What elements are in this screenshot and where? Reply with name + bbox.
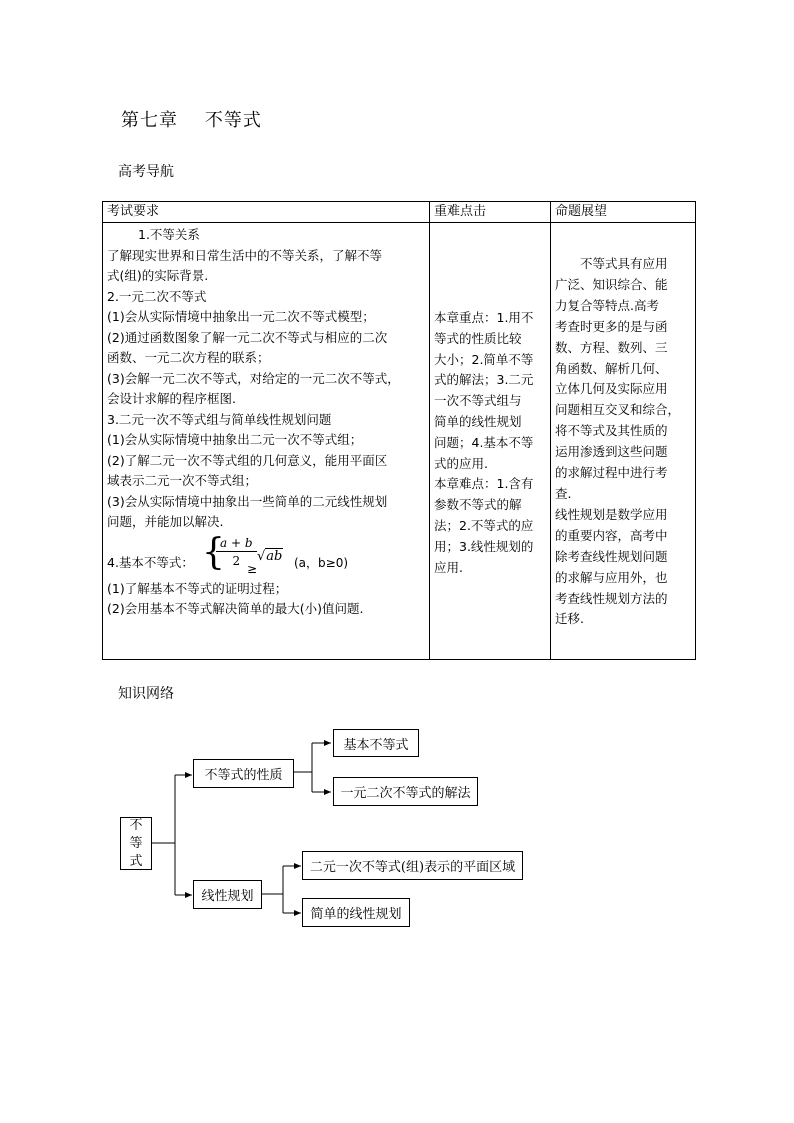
key-point-line: 本章难点：1.含有 bbox=[434, 476, 534, 492]
header-requirements: 考试要求 bbox=[103, 202, 430, 223]
outlook-line: 不等式具有应用 bbox=[580, 256, 668, 271]
requirement-line: (1)了解基本不等式的证明过程； bbox=[107, 580, 288, 596]
node-simple-linear-programming: 简单的线性规划 bbox=[302, 898, 410, 927]
requirement-line: 函数、一元二次方程的联系； bbox=[107, 350, 270, 365]
key-point-line: 参数不等式的解 bbox=[434, 497, 522, 513]
key-point-line: 式的解法；3.二元 bbox=[434, 372, 534, 388]
requirement-line: (1)会从实际情境中抽象出一元二次不等式模型； bbox=[107, 309, 375, 324]
node-inequality-properties: 不等式的性质 bbox=[193, 759, 294, 788]
node-quadratic-solution: 一元二次不等式的解法 bbox=[333, 777, 478, 806]
radicand: ab bbox=[266, 548, 283, 564]
outlook-line: 考查线性规划方法的 bbox=[555, 590, 668, 606]
outlook-line: 的求解过程中进行考 bbox=[555, 465, 668, 481]
geq-symbol: ≥ bbox=[247, 561, 258, 576]
fraction-denominator: 2 bbox=[232, 553, 241, 568]
key-point-line: 一次不等式组与 bbox=[434, 393, 522, 409]
outlook-line: 角函数、解析几何、 bbox=[555, 360, 668, 376]
node-basic-inequality: 基本不等式 bbox=[333, 729, 419, 757]
outlook-line: 的重要内容，高考中 bbox=[555, 527, 668, 543]
brace-symbol: { bbox=[202, 531, 225, 573]
key-point-line: 用；3.线性规划的 bbox=[434, 538, 534, 554]
key-point-line: 大小；2.简单不等 bbox=[434, 351, 534, 367]
outlook-line: 将不等式及其性质的 bbox=[555, 423, 668, 439]
formula-condition: (a，b≥0) bbox=[294, 555, 349, 570]
requirement-line: (1)会从实际情境中抽象出二元一次不等式组； bbox=[107, 432, 363, 447]
requirement-line: (2)通过函数图象了解一元二次不等式与相应的二次 bbox=[107, 329, 388, 345]
root-char: 式 bbox=[129, 853, 143, 869]
key-point-line: 式的应用. bbox=[434, 455, 488, 471]
fraction-numerator: a + b bbox=[216, 535, 257, 552]
requirement-line: 3.二元一次不等式组与简单线性规划问题 bbox=[107, 411, 332, 427]
requirement-line: 2.一元二次不等式 bbox=[107, 288, 207, 304]
section-heading-exam-guide: 高考导航 bbox=[118, 164, 174, 180]
outlook-line: 查. bbox=[555, 485, 572, 501]
outlook-line: 力复合等特点.高考 bbox=[555, 297, 659, 313]
outlook-line: 除考查线性规划问题 bbox=[555, 548, 668, 564]
outlook-line: 线性规划是数学应用 bbox=[555, 506, 668, 522]
requirement-line: 会设计求解的程序框图. bbox=[107, 391, 236, 406]
outlook-line: 广泛、知识综合、能 bbox=[555, 276, 668, 292]
key-point-line: 等式的性质比较 bbox=[434, 330, 522, 346]
section-heading-knowledge-network: 知识网络 bbox=[118, 686, 174, 702]
node-feasible-region: 二元一次不等式(组)表示的平面区域 bbox=[302, 851, 523, 880]
header-outlook: 命题展望 bbox=[551, 202, 696, 223]
outlook-line: 迁移. bbox=[555, 611, 584, 627]
square-root: √ab bbox=[257, 548, 283, 564]
header-key-points: 重难点击 bbox=[430, 202, 551, 223]
key-point-line: 应用. bbox=[434, 559, 463, 575]
requirement-line: (2)会用基本不等式解决简单的最大(小)值问题. bbox=[107, 601, 364, 616]
requirement-line: 问题，并能加以解决. bbox=[107, 514, 224, 529]
node-linear-programming: 线性规划 bbox=[193, 880, 262, 909]
key-point-line: 本章重点：1.用不 bbox=[434, 310, 534, 325]
key-point-line: 法；2.不等式的应 bbox=[434, 517, 534, 533]
formula-label: 4.基本不等式： bbox=[107, 554, 194, 570]
outlook-line: 数、方程、数列、三 bbox=[555, 339, 668, 355]
outlook-line: 运用渗透到这些问题 bbox=[555, 444, 668, 460]
chapter-title: 第七章 不等式 bbox=[121, 110, 262, 131]
requirement-line: (2)了解二元一次不等式组的几何意义，能用平面区 bbox=[107, 452, 388, 468]
requirement-line: 1.不等关系 bbox=[138, 227, 200, 242]
outlook-line: 的求解与应用外，也 bbox=[555, 569, 668, 585]
outlook-line: 问题相互交叉和综合， bbox=[555, 402, 681, 418]
outlook-line: 立体几何及实际应用 bbox=[555, 381, 668, 397]
requirement-line: (3)会从实际情境中抽象出一些简单的二元线性规划 bbox=[107, 493, 388, 509]
requirement-line: 了解现实世界和日常生活中的不等关系，了解不等 bbox=[107, 247, 383, 263]
requirement-line: 域表示二元一次不等式组； bbox=[107, 473, 258, 488]
root-char: 等 bbox=[129, 835, 143, 851]
requirement-line: 式(组)的实际背景. bbox=[107, 268, 209, 283]
outlook-line: 考查时更多的是与函 bbox=[555, 318, 668, 334]
key-point-line: 问题；4.基本不等 bbox=[434, 434, 534, 450]
node-inequality-root bbox=[120, 817, 152, 870]
key-point-line: 简单的线性规划 bbox=[434, 413, 522, 429]
root-char: 不 bbox=[129, 817, 143, 833]
requirement-line: (3)会解一元二次不等式，对给定的一元二次不等式， bbox=[107, 370, 400, 386]
